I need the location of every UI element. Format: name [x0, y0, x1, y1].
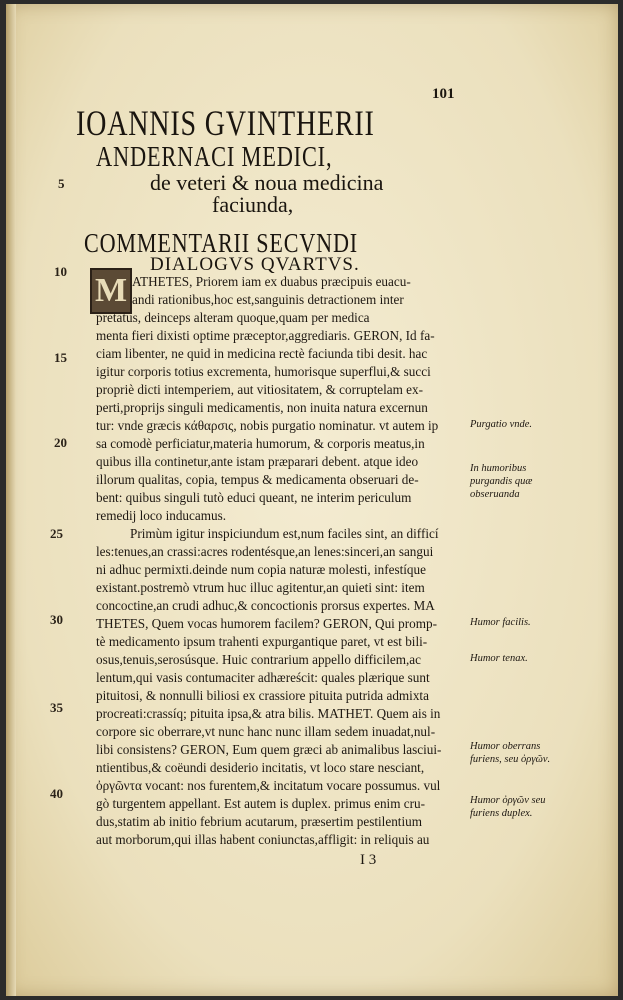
text-line: perti,proprijs singuli medicamentis, non inuita natura excernun — [96, 400, 428, 415]
text-line: procreati:crassíq; pituita ipsa,& atra bilis. MATHET. Quem ais in — [96, 706, 441, 721]
text-line: concoctine,an crudi adhuc,& concoctionis prorsus expertes. MA — [96, 598, 435, 613]
text-line: tè medicamento ipsum trahenti expurgantique paret, vt est bili- — [96, 634, 428, 649]
line-number: 25 — [50, 526, 63, 541]
title-line-2: ANDERNACI MEDICI, — [96, 142, 333, 173]
page-gutter — [6, 4, 16, 996]
text-line: illorum qualitas, copia, tempus & medicamenta obseruari de- — [96, 472, 419, 487]
text-line: libi consistens? GERON, Eum quem græci ab animalibus lasciui- — [96, 742, 442, 757]
line-number: 5 — [58, 176, 65, 191]
margin-note: Humor facilis. — [470, 617, 531, 628]
text-line: Primùm igitur inspiciundum est,num faciles sint, an difficí — [130, 526, 439, 541]
title-line-1: IOANNIS GVINTHERII — [76, 103, 375, 143]
title-line-4: faciunda, — [212, 192, 294, 217]
text-line: osus,tenuis,serosúsque. Huic contrarium appello difficilem,ac — [96, 652, 421, 667]
text-line: aut morborum,qui illas habent coniunctas,affligit: in reliquis au — [96, 832, 430, 847]
text-line: THETES, Quem vocas humorem facilem? GERON, Qui promp- — [96, 616, 437, 631]
text-line: igitur corporis totius excrementa, humorisque superflui,& succi — [96, 364, 431, 379]
text-line: ATHETES, Priorem iam ex duabus præcipuis euacu- — [132, 274, 411, 289]
text-line: menta fieri dixisti optime præceptor,aggrediaris. GERON, Id fa- — [96, 328, 435, 343]
text-line: propriè dicti intemperiem, aut vitiositatem, & corruptelam ex- — [96, 382, 424, 397]
text-line: quibus illa continetur,ante istam præparari debent. atque ideo — [96, 454, 419, 469]
margin-note: Purgatio vnde. — [470, 419, 533, 430]
text-line: pituitosi, & nonnulli biliosi ex crassiore pituita putrida admixta — [96, 688, 429, 703]
margin-note: Humor ὀργῶν seu furiens duplex. — [470, 795, 546, 819]
text-line: existant.postremò vtrum huc illuc agitentur,an quieti sint: item — [96, 580, 425, 595]
margin-note: In humoribus purgandis quæ obseruanda — [470, 463, 533, 500]
text-line: ciam libenter, ne quid in medicina rectè faciunda tibi desit. hac — [96, 346, 428, 361]
text-line: pretatus, deinceps alteram quoque,quam per medica — [96, 310, 370, 325]
text-line: dus,statim ab initio febrium acutarum, præsertim pestilentium — [96, 814, 422, 829]
section-heading-2: DIALOGVS QVARTVS. — [150, 254, 360, 275]
line-number: 10 — [54, 264, 67, 279]
text-line: sa comodè perficiatur,materia humorum, & corporis meatus,in — [96, 436, 425, 451]
text-line: ni adhuc permixti.deinde num copia naturæ molesti, infestíque — [96, 562, 426, 577]
line-number: 20 — [54, 435, 67, 450]
margin-note: Humor oberrans furiens, seu ὀργῶν. — [470, 741, 551, 765]
text-line: bent: quibus singuli tutò educi queant, ne interim periculum — [96, 490, 412, 505]
text-line: corpore sic oberrare,vt nunc hanc nunc illam sedem inuadat,nul- — [96, 724, 436, 739]
page-number: 101 — [432, 86, 455, 102]
line-number: 30 — [50, 612, 63, 627]
line-number: 15 — [54, 350, 67, 365]
text-line: remedij loco inducamus. — [96, 508, 227, 523]
drop-cap-initial: M — [90, 268, 132, 314]
text-line: gò turgentem appellant. Est autem is duplex. primus enim cru- — [96, 796, 426, 811]
text-line: les:tenues,an crassi:acres rodentésque,an lenes:sinceri,an sangui — [96, 544, 434, 559]
signature-mark: I 3 — [360, 852, 377, 868]
margin-note: Humor tenax. — [470, 653, 528, 664]
line-number: 35 — [50, 700, 63, 715]
line-number: 40 — [50, 786, 63, 801]
text-line: lentum,qui vasis contumaciter adhæreścit: quales plærique sunt — [96, 670, 430, 685]
text-line: andi rationibus,hoc est,sanguinis detractionem inter — [132, 292, 404, 307]
text-line: tur: vnde græcis κάθαρσις, nobis purgatio nominatur. vt autem ip — [96, 418, 439, 433]
section-heading-1: COMMENTARII SECVNDI — [84, 228, 358, 258]
text-line: ὀργῶντα vocant: nos furentem,& incitatum vocare possumus. vul — [96, 778, 441, 793]
text-line: ntientibus,& coëundi desiderio incitatis, vt loco stare nesciant, — [96, 760, 425, 775]
title-line-3: de veteri & noua medicina — [150, 170, 384, 195]
